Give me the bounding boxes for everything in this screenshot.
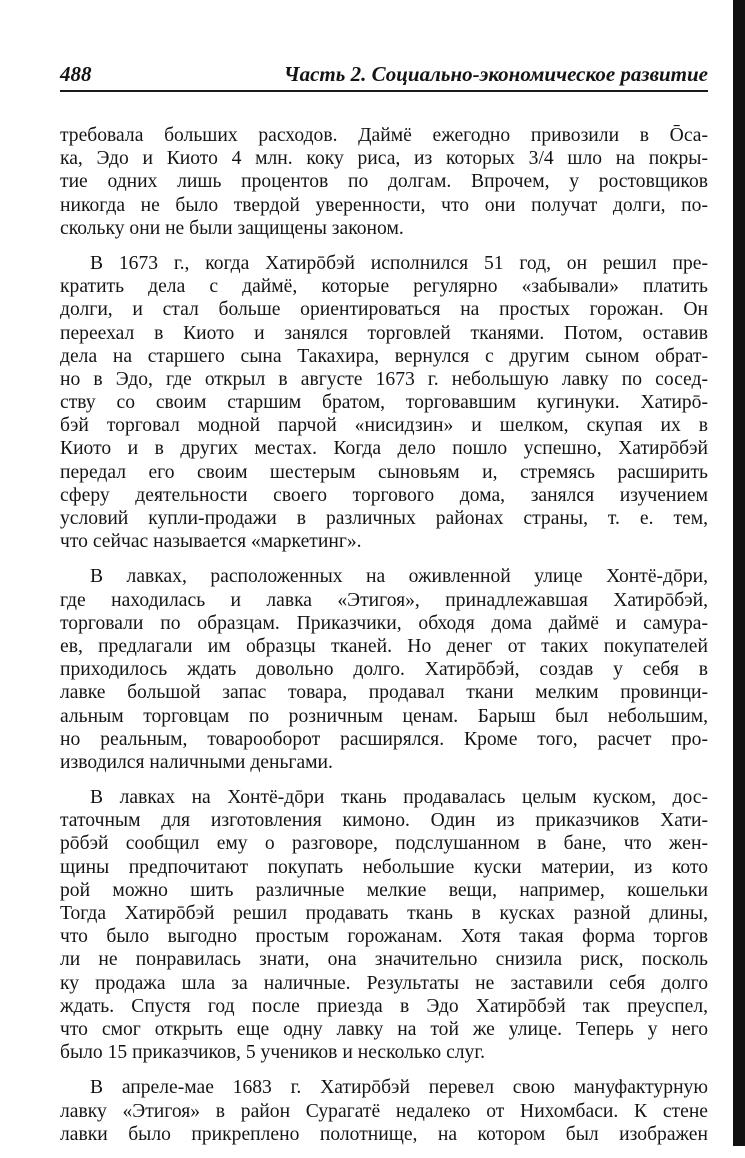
paragraph-4 — [60, 786, 708, 1064]
text-line: тие одних лишь процентов по долгам. Впрочем, у ростовщиков — [60, 171, 708, 193]
text-line: таточным для изготовления кимоно. Один из приказчиков Хати- — [60, 810, 708, 832]
text-line: ев, предлагали им образцы тканей. Но денег от таких покупателей — [60, 635, 708, 657]
text-line: было 15 приказчиков, 5 учеников и несколько слуг. — [60, 1042, 486, 1064]
text-line: ждать. Спустя год после приезда в Эдо Хатирōбэй так преуспел, — [60, 995, 708, 1017]
text-line: В апреле-мае 1683 г. Хатирōбэй перевел свою мануфактурную — [90, 1077, 708, 1099]
text-line: В лавках на Хонтё-дōри ткань продавалась целым куском, дос- — [90, 787, 708, 809]
text-line: но в Эдо, где открыл в августе 1673 г. небольшую лавку по сосед- — [60, 368, 708, 390]
text-line: лавке большой запас товара, продавал ткани мелким провинци- — [60, 682, 708, 704]
page-edge-shadow — [733, 0, 745, 1146]
text-line: Тогда Хатирōбэй решил продавать ткань в кусках разной длины, — [60, 903, 708, 924]
running-head: Часть 2. Социально-экономическое развитие — [283, 62, 708, 86]
text-line: сферу деятельности своего торгового дома, занялся изучением — [60, 484, 708, 506]
text-line: Киото и в других местах. Когда дело пошло успешно, Хатирōбэй — [60, 438, 708, 460]
text-line: бэй торговал модной парчой «нисидзин» и шелком, скупая их в — [60, 415, 708, 437]
text-line: приходилось ждать довольно долго. Хатирōбэй, создав у себя в — [60, 659, 708, 681]
text-line: никогда не было твердой уверенности, что они получат долги, по- — [60, 194, 708, 216]
text-line: долги, и стал больше ориентироваться на простых горожан. Он — [60, 299, 708, 321]
text-line: где находилась и лавка «Этигоя», принадлежавшая Хатирōбэй, — [60, 589, 708, 611]
text-line: торговали по образцам. Приказчики, обходя дома даймё и самура- — [60, 612, 708, 634]
paragraph-3 — [60, 565, 708, 774]
text-line: требовала больших расходов. Даймё ежегодно привозили в Ōса- — [60, 125, 708, 146]
page-header — [60, 56, 708, 92]
text-line: что было выгодно простым горожанам. Хотя такая форма торгов — [60, 926, 708, 948]
text-line: В 1673 г., когда Хатирōбэй исполнился 51 год, он решил пре- — [90, 252, 708, 274]
text-line: дела на старшего сына Такахира, вернулся с другим сыном обрат- — [60, 345, 708, 367]
text-line: ли не понравилась знати, она значительно снизила риск, посколь — [60, 949, 708, 971]
text-line: условий купли-продажи в различных районах страны, т. е. тем, — [60, 508, 708, 529]
text-line: но реальным, товарооборот расширялся. Кроме того, расчет про- — [60, 728, 708, 750]
text-line: ка, Эдо и Киото 4 млн. коку риса, из которых 3/4 шло на покры- — [60, 148, 708, 170]
text-line: ку продажа шла за наличные. Результаты не заставили себя долго — [60, 972, 708, 994]
text-line: альным торговцам по розничным ценам. Барыш был небольшим, — [60, 705, 708, 727]
text-line: В лавках, расположенных на оживленной улице Хонтё-дōри, — [90, 566, 708, 588]
text-line: рōбэй сообщил ему о разговоре, подслушанном в бане, что жен- — [60, 833, 708, 855]
body-text — [60, 124, 708, 1158]
text-line: кратить дела с даймё, которые регулярно «забывали» платить — [60, 276, 708, 298]
text-line: передал его своим шестерым сыновьям и, стремясь расширить — [60, 461, 708, 483]
text-line: лавку «Этигоя» в район Сурагатё недалеко от Нихомбаси. К стене — [60, 1100, 708, 1122]
text-line: лавки было прикреплено полотнище, на котором был изображен — [60, 1123, 708, 1145]
text-line: что смог открыть еще одну лавку на той же улице. Теперь у него — [60, 1018, 708, 1040]
text-line: рой можно шить различные мелкие вещи, например, кошельки — [60, 879, 708, 901]
text-line: скольку они не были защищены законом. — [60, 217, 404, 239]
text-line: щины предпочитают покупать небольшие куски материи, из кото — [60, 856, 708, 878]
paragraph-2 — [60, 252, 708, 553]
text-line: что сейчас называется «маркетинг». — [60, 531, 362, 553]
text-line: ству со своим старшим братом, торговавшим кугинуки. Хатирō- — [60, 392, 708, 414]
page-number: 488 — [60, 62, 92, 86]
paragraph-5 — [60, 1076, 708, 1146]
paragraph-1 — [60, 124, 708, 240]
text-line: изводился наличными деньгами. — [60, 751, 333, 773]
text-line: переехал в Киото и занялся торговлей тканями. Потом, оставив — [60, 322, 708, 344]
